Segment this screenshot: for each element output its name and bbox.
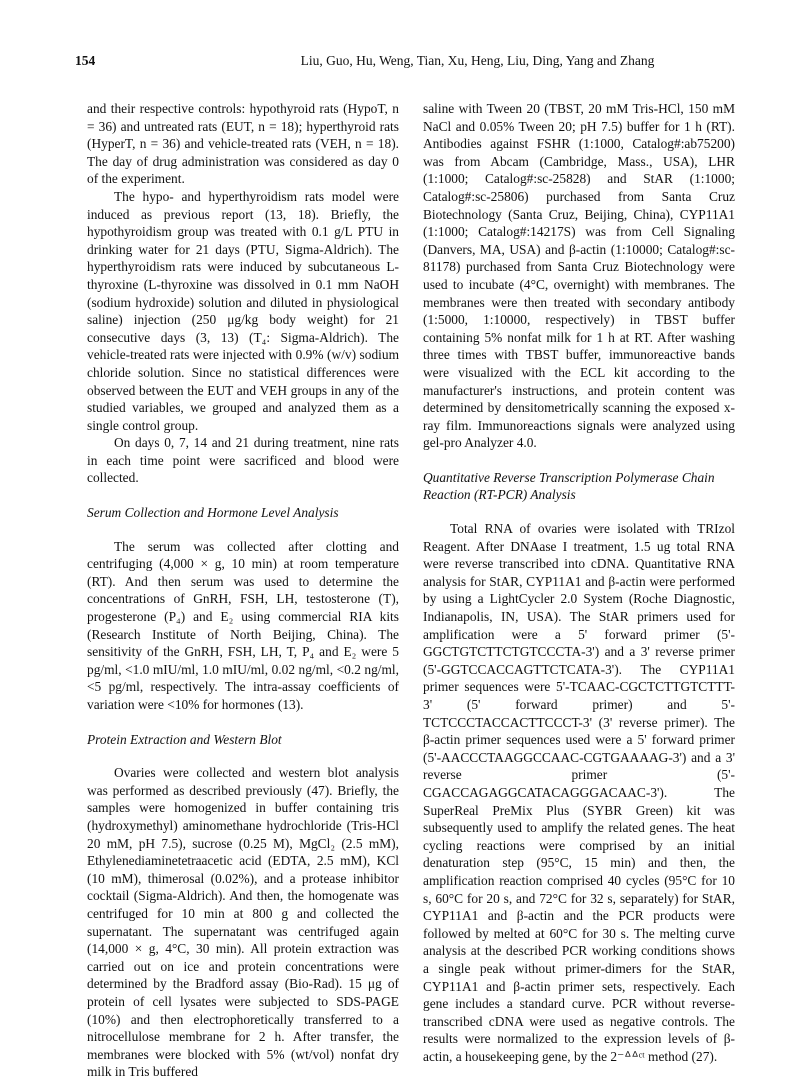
section-heading: Quantitative Reverse Transcription Polymerase Chain Reaction (RT-PCR) Analysis	[423, 469, 715, 503]
page-number: 154	[75, 53, 96, 68]
paragraph: On days 0, 7, 14 and 21 during treatment, nine rats in each time point were sacrificed and blood were collected.	[87, 435, 399, 486]
running-header: Liu, Guo, Hu, Weng, Tian, Xu, Heng, Liu, Ding, Yang and Zhang	[300, 53, 655, 68]
left-column	[87, 100, 399, 1081]
paragraph: The hypo- and hyperthyroidism rats model were induced as previous report (13, 18). Briefly, the hypothyroidism group was treated with 0.1 g/L PTU in drinking water for 21 days (PTU, Sigma-Aldrich). The hyperthyroidism rats were induced by subcutaneous L-thyroxine (L-thyroxine was dissolved in 0.1 mm NaOH (sodium hydroxide) solution and diluted in physiological saline) injection (250 μg/kg body weight) for 21 consecutive days (3, 13) (T₄: Sigma-Aldrich). The vehicle-treated rats were injected with 0.9% (w/v) sodium chloride solution. Since no statistical differences were observed between the EUT and VEH groups in any of the studied variables, we grouped and analyzed them as a single control group.	[87, 188, 399, 433]
right-column	[423, 100, 735, 1065]
paragraph: Total RNA of ovaries were isolated with TRIzol Reagent. After DNAase I treatment, 1.5 ug total RNA were reverse transcribed into cDNA. Quantitative RNA analysis for StAR, CYP11A1 and β-actin were performed by using a LightCycler 2.0 System (Roche Diagnostic, Indianapolis, IN, USA). The StAR primers used for amplification were a 5' forward primer (5'-GGCTGTCTTCTGTCCCTA-3') and a 3' reverse primer (5'-GGTCCACCAGTTCTCATA-3'). The CYP11A1 primer sequences were 5'-TCAAC-CGCTCTTGTCTTT-3' (5' forward primer) and 5'-TCTCCCTACCACTTCCCT-3' (3' reverse primer). The β-actin primer sequences used were a 5' forward primer (5'-AACCCTAAGGCCAAC-CGTGAAAAG-3') and a 3' reverse primer (5'-CGACCAGAGGCATACAGGGACAAC-3'). The SuperReal PreMix Plus (SYBR Green) kit was subsequently used to amplify the related genes. The heat cycling reactions were comprised by an initial denaturation step (95°C, 15 min) and then, the amplification reaction comprised 40 cycles (95°C for 10 s, 60°C for 20 s, and 72°C for 32 s, separately) for StAR, CYP11A1 and β-actin and the PCR products were followed by melted at 60°C for 30 s. The melting curve analysis at the described PCR working conditions shows a single peak without primer-dimers for the StAR, CYP11A1 and β-actin primer sets, respectively. Each gene includes a standard curve. PCR without reverse-transcribed cDNA were used as negative controls. The results were normalized to the expression levels of β-actin, a housekeeping gene, by the 2⁻ᐞᐞᶜᵗ method (27).	[423, 521, 735, 1064]
paragraph: Ovaries were collected and western blot analysis was performed as described previously (47). Briefly, the samples were homogenized in buffer containing tris (hydroxymethyl) aminomethane hydrochloride (Tris-HCl 20 mM, pH 7.5), sucrose (0.25 M), MgCl₂ (2.5 mM), Ethylenediaminetetraacetic acid (EDTA, 2.5 mM), KCl (10 mM), thimerosal (0.02%), and a protease inhibitor cocktail (Sigma-Aldrich). And then, the homogenate was centrifuged for 10 min at 800 g and collected the supernatant. The supernatant was centrifuged again (14,000 × g, 4°C, 30 min). All protein extraction was carried out on ice and protein concentrations were determined by the Bradford assay (Bio-Rad). 15 μg of protein of cell lysates were subjected to SDS-PAGE (10%) and then electrophoretically transferred to a nitrocellulose membrane for 2 h. After transfer, the membranes were blocked with 5% (wt/vol) nonfat dry milk in Tris buffered	[87, 765, 399, 1080]
section-heading: Protein Extraction and Western Blot	[87, 731, 282, 747]
paragraph: saline with Tween 20 (TBST, 20 mM Tris-HCl, 150 mM NaCl and 0.05% Tween 20; pH 7.5) buffer for 1 h (RT). Antibodies against FSHR (1:1000, Catalog#:ab75200) was from Abcam (Cambridge, Mass., USA), LHR (1:1000; Catalog#:sc-25828) and StAR (1:1000; Catalog#:sc-25806) purchased from Santa Cruz Biotechnology (Santa Cruz, Beijing, China), CYP11A1 (1:1000; Catalog#:14217S) was from Cell Signaling (Danvers, MA, USA) and β-actin (1:10000; Catalog#:sc-81178) purchased from Santa Cruz Biotechnology were used to incubate (4°C, overnight) with membranes. The membranes were then treated with secondary antibody (1:5000, 1:10000, respectively) in TBST buffer containing 5% nonfat milk for 1 h at RT. After washing three times with TBST buffer, immunoreactive bands were visualized with the ECL kit according to the manufacturer's instructions, and protein content was determined by densitometrically scanning the exposed x-ray film. Immunoreactions signals were analyzed using gel-pro Analyzer 4.0.	[423, 101, 735, 451]
paragraph: The serum was collected after clotting and centrifuging (4,000 × g, 10 min) at room temperature (RT). And then serum was used to determine the concentrations of GnRH, FSH, LH, testosterone (T), progesterone (P₄) and E₂ using commercial RIA kits (Research Institute of North Beijing, China). The sensitivity of the GnRH, FSH, LH, T, P₄ and E₂ were 5 pg/ml, <1.0 mIU/ml, 1.0 mIU/ml, 0.02 ng/ml, <0.2 ng/ml, <5 pg/ml, respectively. The intra-assay coefficients of variation were <10% for hormones (13).	[87, 538, 399, 712]
paragraph: and their respective controls: hypothyroid rats (HypoT, n = 36) and untreated rats (EUT, n = 18); hyperthyroid rats (HyperT, n = 36) and vehicle-treated rats (VEH, n = 18). The day of drug administration was considered as day 0 of the experiment.	[87, 101, 399, 187]
section-heading: Serum Collection and Hormone Level Analysis	[87, 505, 339, 521]
